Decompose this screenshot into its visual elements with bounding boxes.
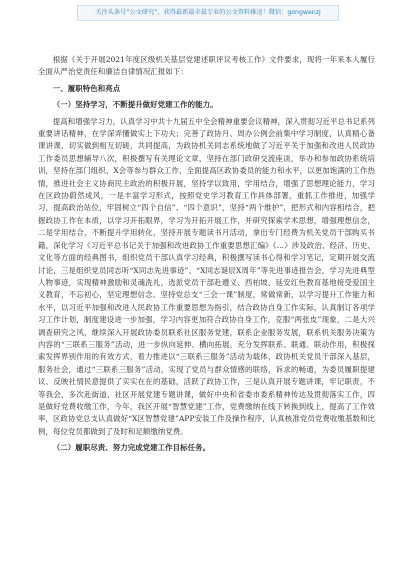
subsection-heading-2: （二）履职尽责、努力完成党建工作目标任务。 [52,443,211,453]
body-paragraph: 提高和增强学习力，认真学习中共十九届五中全会精神重要会议精神，深入贯彻习近平总书记系列重要讲话精神，在学深弄懂做实上下功夫；完善了政协月、周办公例会前集中学习制度，认真精心备课讲课，切实做到相互切磋，共同提高，为政协机关同志系统地做了习近平关于加强和改进人民政协工作委员思想辅导八次，积极撰写有关理论文章，坚持在部门政研交流座谈，举办和参加政协系统培训，坚持在部门组织、X会等参与群众工作，全面提高区政协委员的能力和水平，以更加饱满的工作热情，推进社会主义协商民主政治的积极开展，坚持学以致用，学用结合，增强了思想理论能力，学习在区政协蔚然成风，一是丰富学习形式，按照党史学习教育工作具体部署，重抓工作推进，加强学习，提高政治站位，牢固树立“四个自信”、“四个意识”，坚持“两个维护”，把形式和内容相结合，把握政协工作在本质，以学习开拓眼界，学习为开拓开展工作，并研究探索学术思想，增强理想信念，二是学用结合，不断提升学用转化，坚持开展专题读书月活动，拿出专门经费为机关党员干部购买书籍，深化学习《习近平总书记关于加强和改进政协工作重要思想汇编》《…》涉及政治、经济、历史、文化等方面的经典图书，组织党员干部认真学习经典，积极撰写读书心得和学习笔记，定期开展交流讨论，三是组织党员同志听“X同志先进事迹”、“X同志诞辰X周年”等先进事迹报告会，学习先进典型人物事迹，实现精神激励和灵魂洗礼，选派党员干部赴遵义、西柏坡、延安红色教育基地接受爱国主义教育，不忘初心，坚定理想信念。坚持党总支“三会一课”制度，常做常新，以学习提升工作能力和水平，以习近平加强和改进人民政协工作重要思想为指引，结合政协自身工作实际，认真制订各项学习工作计划，制度建设进一步加强，学习内容更加符合政协自身工作，克服“两张皮”现象，二是大兴调查研究之风，继续深入开展政协委员联系社区服务党建，联系企业服务发展，联系机关服务决策为内容的“三联系三服务”活动，进一步纵向延伸、横向拓展，充分发挥联系、联通、联动作用，积极探索发挥界别作用的有效方式，着力推进以“三联系三服务”活动为载体，政协机关党员干部深入基层，服务社会，通过“三联系三服务”活动，实现了党员与群众情感的联络，诉求的畅通，为委员履职提建议、反映社情民意提供了实实在在的基础，活跃了政协工作，三是认真开展专题讲课，牢记职责，不等我会，多次赴街道、社区开展党建专题讲课，做好中央和省委市委系精神传达及贯彻落实工作，四是做好党费收缴工作，今年，我区开展“智慧党建”工作，党费缴纳在线下转换到线上，提高了工作效率，区政协党总支认真做好“X区智慧党建”APP安装工作及操作程序，认真核准党员党费收缴基数和比例，每位党员都做到了及时和足额缴纳党费。 [38,116,375,436]
document-body [38,54,375,455]
section-heading: 一、履职特色和亮点 [52,83,121,93]
intro-paragraph: 根据《关于开展2021年度区级机关基层党建述职评议考核工作》文件要求，现将一年来本人履行全面从严治党责任和廉洁自律情况汇报如下： [38,55,375,77]
promo-banner[interactable]: 关注头条号“公文研究”，获得最新最全最专业的公文资料推送！微信：gongwenzj [77,5,339,21]
subsection-heading-1: （一）坚持学习，不断提升做好党建工作的能力。 [52,100,218,110]
